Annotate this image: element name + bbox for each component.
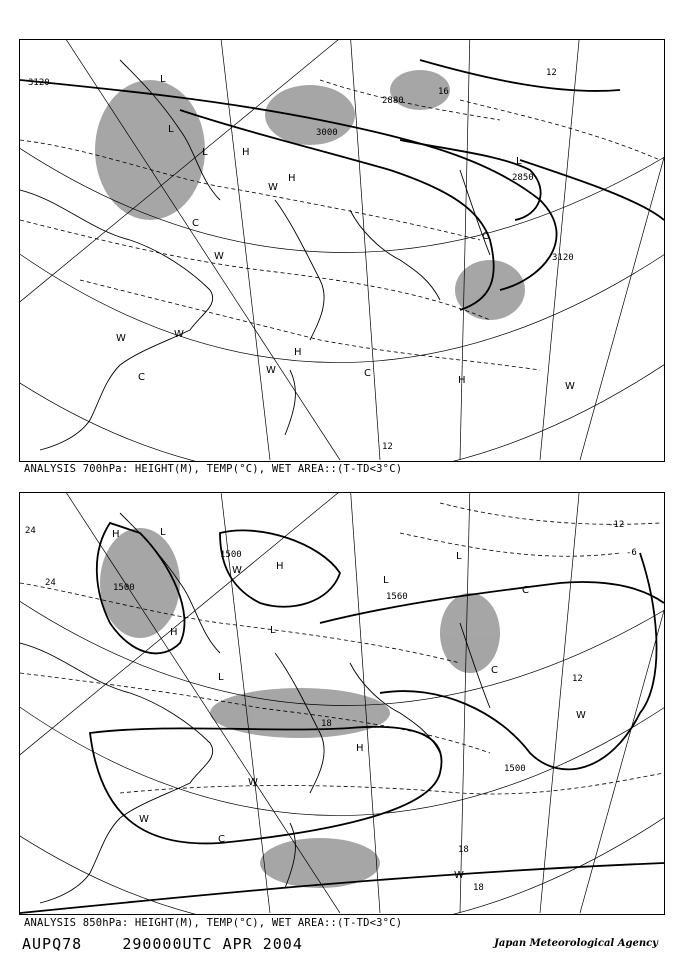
warm-center-symbol: W [268,182,278,193]
contour-label: 1560 [386,592,408,602]
map-panel-850hpa [19,492,665,915]
wet-areas [100,528,500,888]
panel-caption-850hpa: ANALYSIS 850hPa: HEIGHT(M), TEMP(°C), WET AREA::(T-TD<3°C) [24,917,403,929]
high-center-symbol: H [170,627,178,638]
warm-center-symbol: W [454,870,464,881]
contour-label: 1500 [113,583,135,593]
warm-center-symbol: W [576,710,586,721]
high-center-symbol: H [288,173,296,184]
contour-label: 24 [25,526,36,536]
chart-code: AUPQ78 [22,935,83,953]
contour-label: 12 [382,442,393,452]
warm-center-symbol: W [214,251,224,262]
high-center-symbol: H [294,347,302,358]
high-center-symbol: H [458,375,466,386]
warm-center-symbol: W [116,333,126,344]
contour-label: -6 [626,548,637,558]
cold-center-symbol: C [192,218,199,229]
contour-label: 3120 [552,253,574,263]
map-700hpa [20,40,664,461]
cold-center-symbol: C [218,834,225,845]
cold-center-symbol: C [491,665,498,676]
low-center-symbol: L [202,147,208,158]
agency-credit: Japan Meteorological Agency [494,938,658,949]
panel-caption-700hpa: ANALYSIS 700hPa: HEIGHT(M), TEMP(°C), WET AREA::(T-TD<3°C) [24,463,403,475]
high-center-symbol: H [112,529,120,540]
contour-label: 3120 [28,78,50,88]
contour-label: 12 [572,674,583,684]
contour-label: 18 [458,845,469,855]
high-center-symbol: H [356,743,364,754]
contour-label: 18 [321,719,332,729]
high-center-symbol: H [242,147,250,158]
contour-label: -12 [608,520,625,530]
low-center-symbol: L [456,551,462,562]
wet-areas [95,70,525,320]
contour-label: 3000 [316,128,338,138]
low-center-symbol: L [383,575,389,586]
contour-label: 1500 [504,764,526,774]
contour-label: 24 [45,578,56,588]
low-center-symbol: L [160,527,166,538]
cold-center-symbol: C [138,372,145,383]
warm-center-symbol: W [232,565,242,576]
chart-id-and-time [22,935,303,953]
valid-time: 290000UTC APR 2004 [122,935,303,953]
map-850hpa [20,493,664,914]
low-center-symbol: L [516,156,522,167]
warm-center-symbol: W [266,365,276,376]
contour-label: 1500 [220,550,242,560]
coastlines [20,60,490,450]
map-panel-700hpa [19,39,665,462]
contour-label: 2850 [512,173,534,183]
warm-center-symbol: W [139,814,149,825]
low-center-symbol: L [160,74,166,85]
contour-label: 18 [473,883,484,893]
cold-center-symbol: C [364,368,371,379]
cold-center-symbol: C [482,231,489,242]
warm-center-symbol: W [565,381,575,392]
low-center-symbol: L [168,124,174,135]
low-center-symbol: L [218,672,224,683]
warm-center-symbol: W [174,329,184,340]
low-center-symbol: L [270,625,276,636]
contour-label: 2880 [382,96,404,106]
high-center-symbol: H [276,561,284,572]
warm-center-symbol: W [248,777,258,788]
contour-label: 12 [546,68,557,78]
cold-center-symbol: C [522,585,529,596]
contour-label: 16 [438,87,449,97]
